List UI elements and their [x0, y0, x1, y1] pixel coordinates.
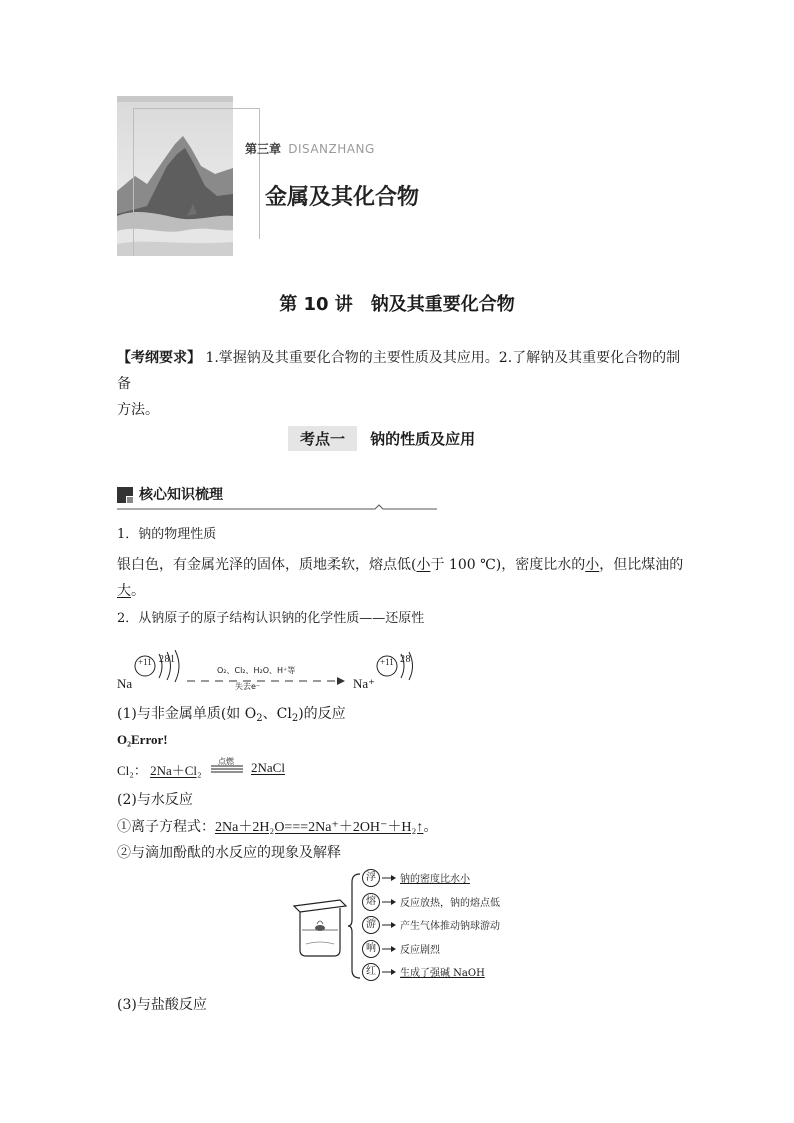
phenomena-explanation: 反应剧烈: [400, 944, 440, 956]
section-header: [288, 426, 475, 450]
brace-icon: [348, 872, 362, 980]
o2-line: O₂Error!: [117, 732, 168, 747]
phenomena-circle-char: 浮: [362, 869, 380, 887]
section-title: 钠的性质及应用: [370, 430, 476, 448]
sub1-heading-a: (1)与非金属单质(如 O: [117, 706, 257, 722]
phenomena-explanation: 生成了强碱 NaOH: [400, 968, 485, 979]
phenomena-row: [362, 939, 522, 959]
phenomena-explanation: 反应放热，钠的熔点低: [400, 897, 500, 909]
syllabus-block: [117, 345, 687, 423]
arrow-right-icon: [382, 968, 396, 976]
phenomena-circle-char: 游: [362, 916, 380, 934]
banner-frame-left: [133, 108, 134, 256]
syllabus-text-2: 方法。: [117, 402, 159, 418]
atom-diagram: [117, 646, 417, 696]
cl2-equation: [117, 757, 317, 784]
arrow-right-icon: [382, 945, 396, 953]
na-ion-electrons: 2 8: [400, 654, 410, 665]
item2-heading: 2．从钠原子的原子结构认识钠的化学性质——还原性: [117, 611, 425, 626]
banner-frame-line: [133, 108, 260, 239]
na-nucleus: +11: [138, 657, 152, 667]
section-label: 考点一: [288, 426, 357, 451]
cl2-prefix: Cl₂：: [117, 763, 147, 778]
ionic-end: 。: [423, 819, 438, 835]
reagents-label: O₂、Cl₂、H₂O、H⁺等: [217, 666, 296, 675]
cl2-condition: 点燃: [218, 757, 234, 766]
item1-text-1: 银白色，有金属光泽的固体，质地柔软，熔点低(: [117, 557, 417, 573]
chapter-pinyin: DISANZHANG: [288, 142, 375, 156]
sub1-heading: (1)与非金属单质(如 $O_2$、$Cl_2$)的反应: [117, 706, 346, 724]
arrow-right-icon: [382, 898, 396, 906]
knowledge-header-text: 核心知识梳理: [139, 487, 223, 503]
na-electrons: 2 8 1: [159, 654, 174, 665]
phenomena-explanation: 钠的密度比水小: [400, 874, 470, 885]
na-label: Na: [117, 676, 133, 691]
phenomena-heading: ②与滴加酚酞的水反应的现象及解释: [117, 845, 341, 861]
sub2-heading: (2)与水反应: [117, 792, 193, 808]
header-underline: [117, 504, 437, 512]
phenomena-row: [362, 962, 522, 982]
lose-electron-label: 失去e⁻: [235, 682, 261, 691]
chapter-number: 第三章: [245, 142, 282, 156]
na-ion-nucleus: +11: [380, 657, 394, 667]
item1-body: [117, 552, 687, 604]
phenomena-row: [362, 868, 522, 888]
chapter-label: [245, 140, 375, 157]
syllabus-label: 【考纲要求】: [117, 350, 201, 366]
cl2-lhs: 2Na＋Cl₂: [150, 763, 202, 778]
na-ion-label: Na⁺: [353, 676, 376, 691]
equals-sign: [211, 764, 243, 774]
item1-text-2: 于 100 ℃)，密度比水的: [430, 557, 586, 573]
phenomena-circle-char: 响: [362, 940, 380, 958]
sub1-heading-c: )的反应: [298, 706, 346, 722]
item1-blank-2: 小: [585, 557, 600, 573]
phenomena-circle-char: 熔: [362, 893, 380, 911]
chapter-banner: [117, 96, 259, 256]
lecture-title: 第 10 讲 钠及其重要化合物: [279, 294, 515, 315]
syllabus-text-1: 1.掌握钠及其重要化合物的主要性质及其应用。2.了解钠及其重要化合物的制备: [117, 350, 681, 392]
phenomena-row: [362, 892, 522, 912]
square-bullet-icon: [117, 487, 133, 503]
phenomena-diagram: [290, 868, 520, 984]
ionic-equation-line: [117, 814, 437, 841]
sub1-heading-b: 、Cl: [262, 706, 292, 722]
item1-text-4: 。: [131, 583, 145, 599]
ionic-prefix: ①离子方程式：: [117, 819, 215, 835]
phenomena-explanation: 产生气体推动钠球游动: [400, 921, 500, 932]
ionic-equation: 2Na＋2H₂O===2Na⁺＋2OH⁻＋H₂↑: [215, 820, 424, 835]
item1-heading: 1．钠的物理性质: [117, 527, 217, 542]
arrow-right-icon: [382, 874, 396, 882]
cl2-rhs: 2NaCl: [251, 760, 285, 775]
item1-blank-1: 小: [416, 557, 431, 573]
item1-blank-3: 大: [117, 583, 131, 599]
phenomena-circle-char: 红: [362, 963, 380, 981]
phenomena-row: [362, 915, 522, 935]
knowledge-header: [117, 484, 437, 510]
arrow-right-icon: [382, 921, 396, 929]
dashed-arrow: [187, 676, 347, 686]
sub3-heading: (3)与盐酸反应: [117, 997, 207, 1013]
chapter-title: 金属及其化合物: [265, 185, 420, 210]
item1-text-3: ，但比煤油的: [599, 557, 684, 573]
beaker-icon: [290, 896, 350, 958]
